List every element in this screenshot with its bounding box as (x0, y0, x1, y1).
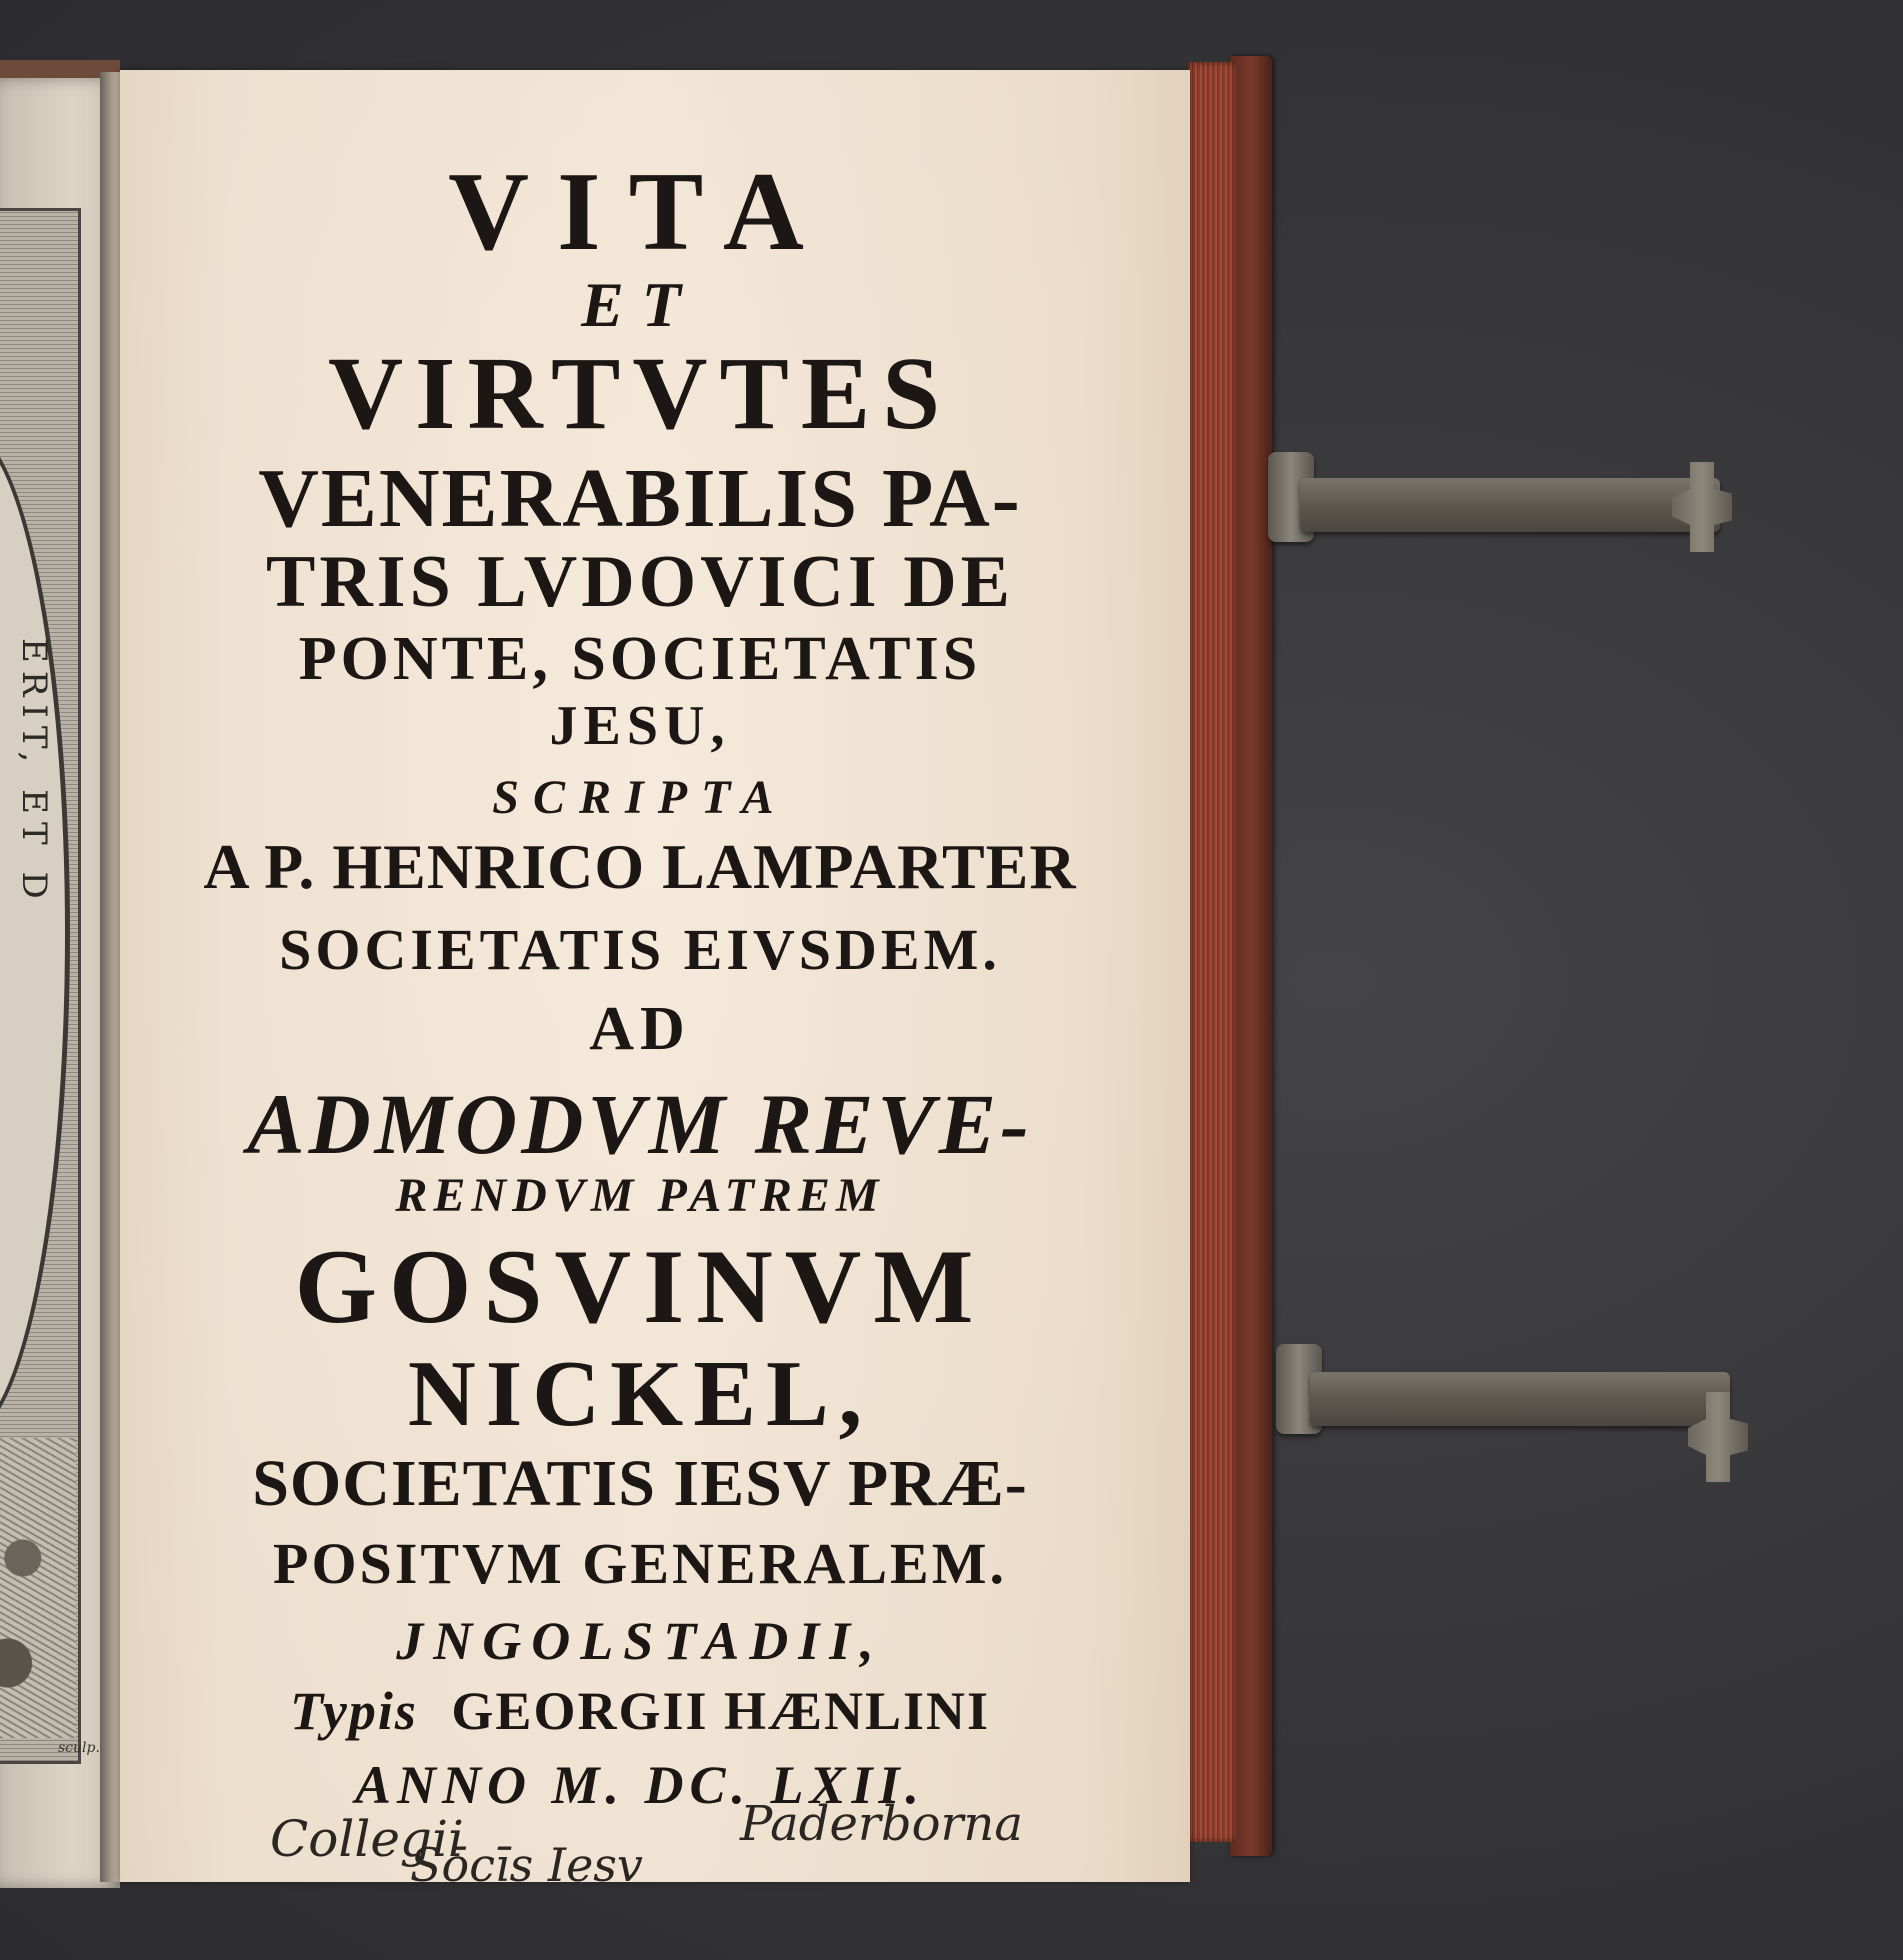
back-cover (1230, 56, 1272, 1856)
upper-clasp (1300, 478, 1720, 532)
red-fore-edge (1188, 62, 1236, 1842)
lower-clasp (1310, 1372, 1730, 1426)
imprint-printer (160, 1680, 1120, 1742)
title-et: ET (581, 269, 699, 340)
title-venerabilis: VENERABILIS PA- (258, 452, 1022, 545)
upper-clasp-tip (1672, 462, 1732, 552)
imprint-place: JNGOLSTADII, (396, 1611, 884, 1671)
title-gosvinum: GOSVINVM (294, 1228, 986, 1345)
title-virtutes: VIRTVTES (327, 336, 953, 451)
title-nickel: NICKEL, (407, 1342, 873, 1446)
title-text-block (120, 70, 1190, 1892)
handwritten-collegii: Collegii (270, 1810, 464, 1868)
title-author: A P. HENRICO LAMPARTER (203, 831, 1077, 902)
title-positum-generalem: POSITVM GENERALEM. (273, 1531, 1007, 1596)
handwritten-paderborna: Paderborna (740, 1796, 1023, 1852)
title-admodum: ADMODVM REVE- (247, 1076, 1033, 1172)
sculp-signature: sculp. (58, 1740, 100, 1756)
title-ponte: PONTE, SOCIETATIS (298, 625, 982, 693)
title-vita: VITA (448, 150, 832, 274)
title-eiusdem: SOCIETATIS EIVSDEM. (279, 917, 1001, 982)
title-societatis-iesv: SOCIETATIS IESV PRÆ- (252, 1447, 1028, 1520)
title-scripta: SCRIPTA (492, 771, 788, 824)
title-jesu: JESU, (549, 695, 731, 757)
imprint-printer-name: GEORGII HÆNLINI (451, 1681, 991, 1741)
imprint-typis: Typis (289, 1681, 418, 1741)
title-ad: AD (589, 995, 691, 1063)
engraving-ornament (0, 1438, 76, 1738)
oval-inscription: ERIT, ET D (14, 638, 54, 907)
title-rendum-patrem: RENDVM PATREM (395, 1169, 885, 1222)
title-tris-ludovici: TRIS LVDOVICI DE (265, 541, 1015, 623)
handwritten-socis-iesv: Sōcīs Iesv (410, 1838, 643, 1892)
title-page (120, 70, 1190, 1892)
imprint-year: ANNO M. DC. LXII. (354, 1755, 926, 1815)
